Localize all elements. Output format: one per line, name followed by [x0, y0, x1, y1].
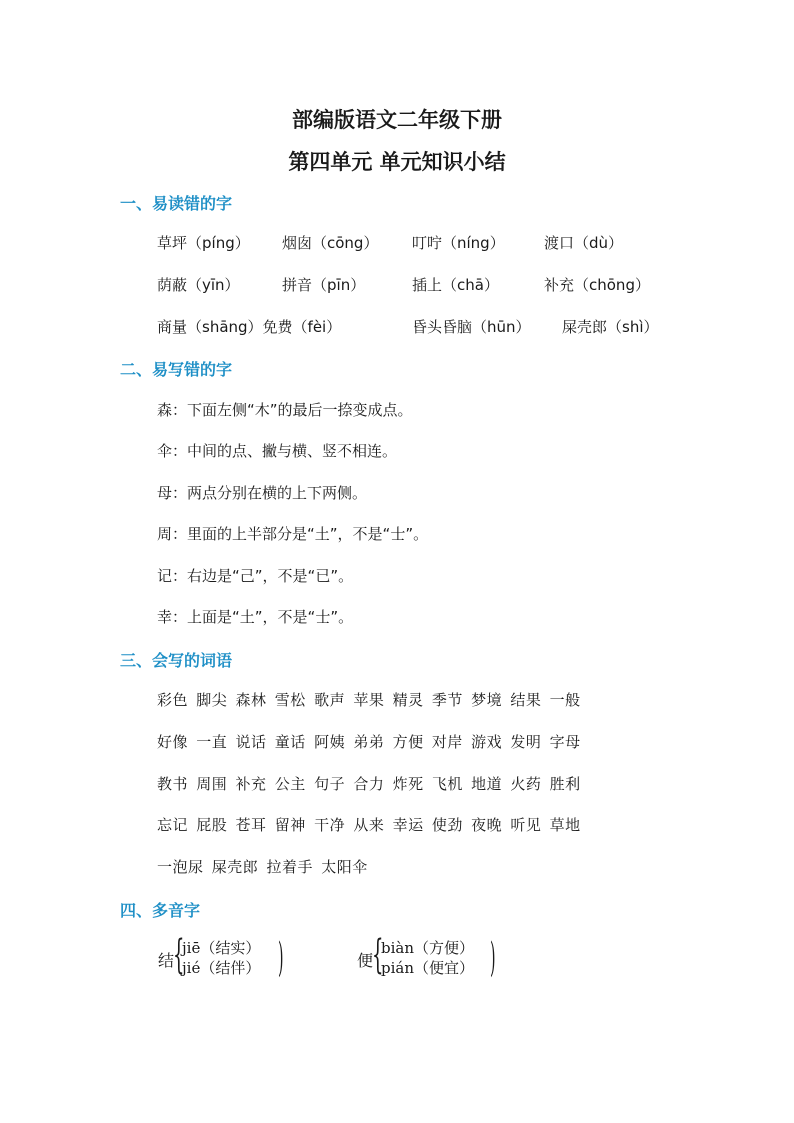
pinyin-item: 草坪（píng） — [157, 234, 250, 252]
pinyin-item: 插上（chā） — [412, 276, 499, 294]
pinyin-item: 商量（shāng）免费（fèi） — [157, 318, 342, 336]
writing-note: 母：两点分别在横的上下两侧。 — [157, 484, 368, 502]
writing-note: 幸：上面是“土”，不是“士”。 — [157, 608, 354, 626]
right-paren-icon: ) — [490, 935, 496, 981]
word-line: 忘记 屁股 苍耳 留神 干净 从来 幸运 使劲 夜晚 听见 草地 — [157, 816, 581, 834]
title-line-2: 第四单元 单元知识小结 — [288, 149, 506, 174]
word-line: 教书 周围 补充 公主 句子 合力 炸死 飞机 地道 火药 胜利 — [157, 775, 581, 793]
section-2-heading: 二、易写错的字 — [120, 360, 233, 379]
pinyin-item: 补充（chōng） — [544, 276, 650, 294]
pinyin-item: 渡口（dù） — [544, 234, 624, 252]
right-paren-icon: ) — [278, 935, 284, 981]
writing-note: 周：里面的上半部分是“土”，不是“士”。 — [157, 525, 429, 543]
section-4-heading: 四、多音字 — [120, 901, 201, 920]
polyphone-reading: jié（结伴） — [182, 959, 261, 977]
left-brace-icon: { — [372, 932, 384, 978]
pinyin-item: 荫蔽（yīn） — [157, 276, 240, 294]
polyphone-reading: biàn（方便） — [381, 939, 475, 957]
word-line: 好像 一直 说话 童话 阿姨 弟弟 方便 对岸 游戏 发明 字母 — [157, 733, 581, 751]
title-line-1: 部编版语文二年级下册 — [292, 107, 502, 132]
word-line: 一泡尿 屎壳郎 拉着手 太阳伞 — [157, 858, 368, 876]
word-line: 彩色 脚尖 森林 雪松 歌声 苹果 精灵 季节 梦境 结果 一般 — [157, 691, 581, 709]
pinyin-item: 昏头昏脑（hūn） — [412, 318, 531, 336]
polyphone-reading: pián（便宜） — [381, 959, 475, 977]
polyphone-group-jie — [158, 932, 298, 981]
writing-note: 森：下面左侧“木”的最后一捺变成点。 — [157, 401, 413, 419]
section-3-heading: 三、会写的词语 — [120, 651, 233, 670]
polyphone-group-bian — [357, 932, 502, 981]
left-brace-icon: { — [173, 932, 185, 978]
writing-note: 伞：中间的点、撇与横、竖不相连。 — [157, 442, 398, 460]
pinyin-item: 叮咛（níng） — [412, 234, 505, 252]
pinyin-item: 拼音（pīn） — [282, 276, 366, 294]
pinyin-item: 屎壳郎（shì） — [562, 318, 659, 336]
section-1-heading: 一、易读错的字 — [120, 194, 233, 213]
pinyin-item: 烟囱（cōng） — [282, 234, 379, 252]
polyphone-reading: jiē（结实） — [182, 939, 261, 957]
polyphone-char: 便 — [357, 951, 374, 970]
polyphone-char: 结 — [158, 951, 175, 970]
writing-note: 记：右边是“己”，不是“已”。 — [157, 567, 354, 585]
